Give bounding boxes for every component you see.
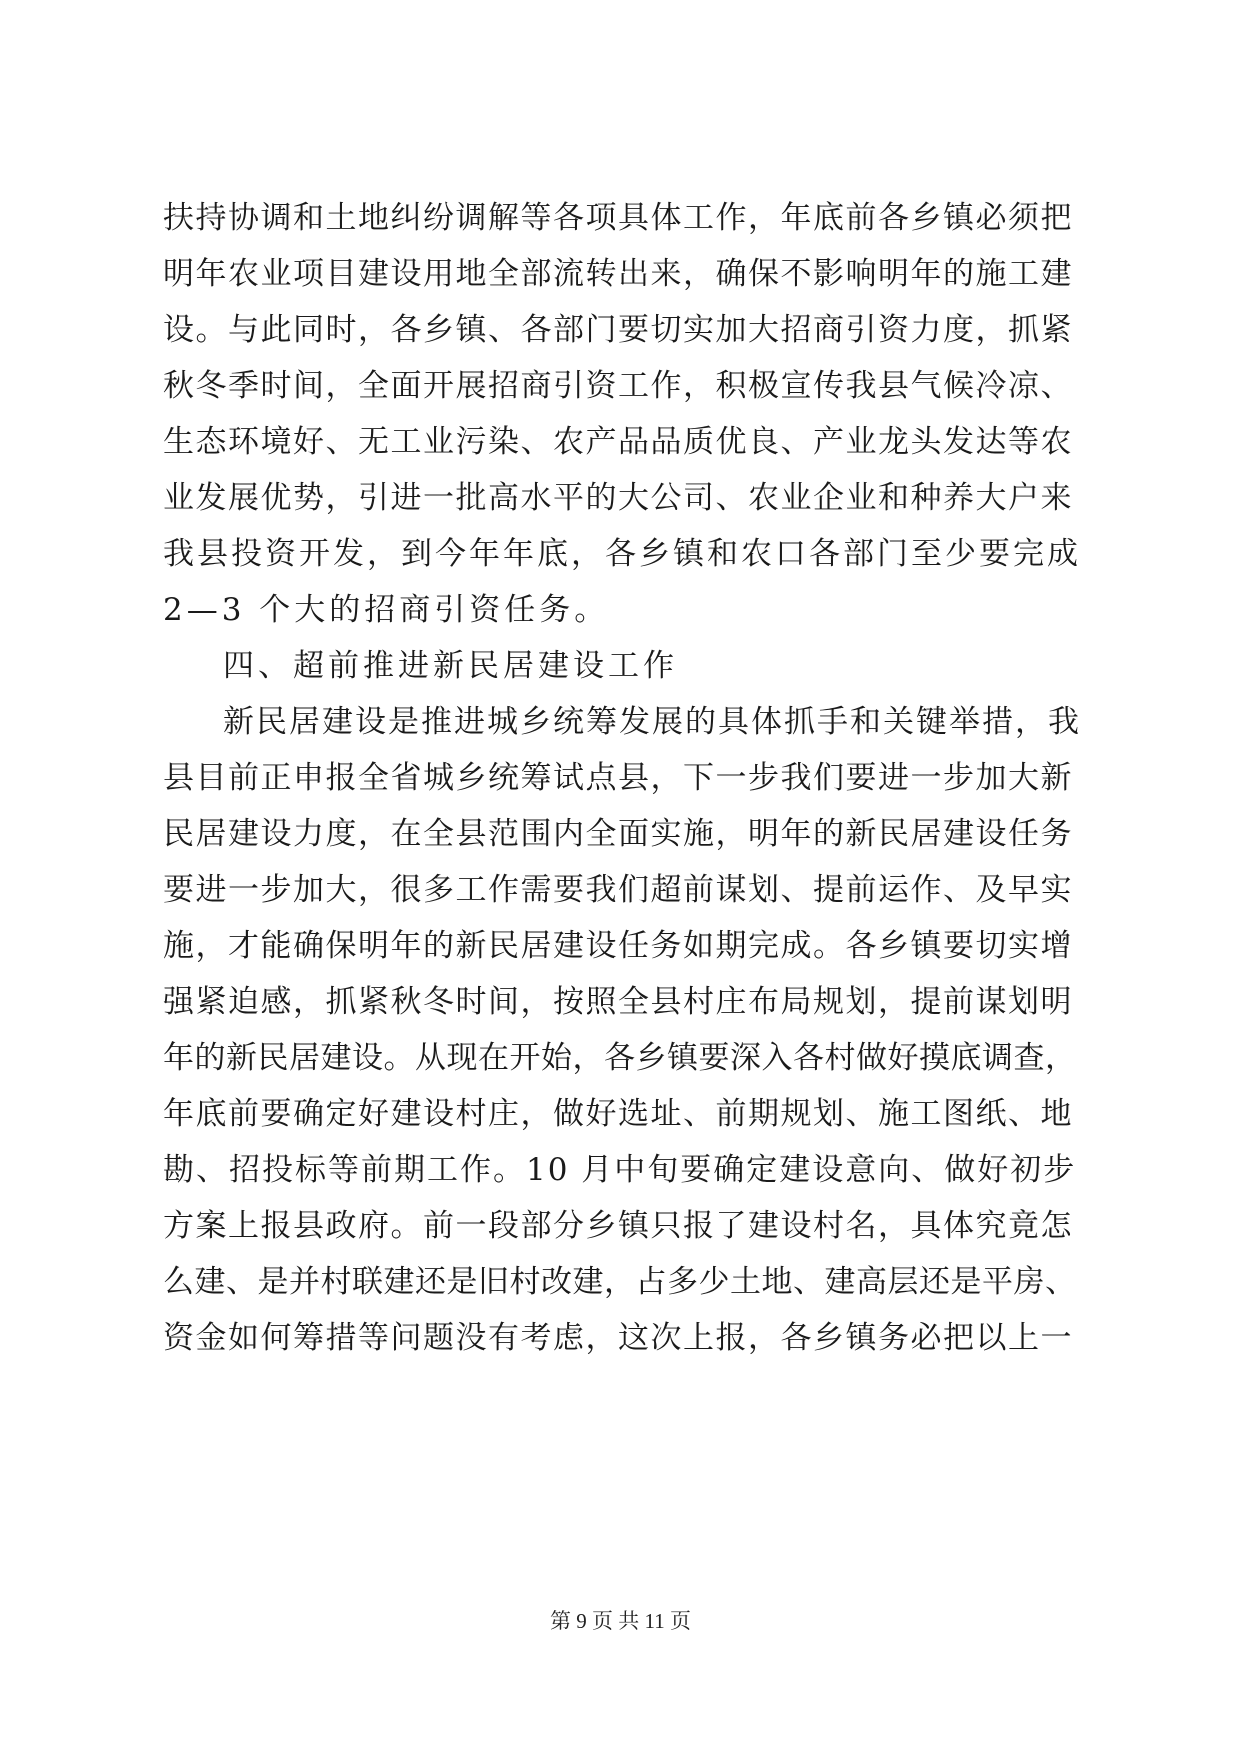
body-line: 强紧迫感，抓紧秋冬时间，按照全县村庄布局规划，提前谋划明: [163, 984, 1073, 1020]
body-line: 年底前要确定好建设村庄，做好选址、前期规划、施工图纸、地: [163, 1096, 1073, 1132]
body-line: 秋冬季时间，全面开展招商引资工作，积极宣传我县气候冷凉、: [163, 368, 1073, 404]
body-line: 资金如何筹措等问题没有考虑，这次上报，各乡镇务必把以上一: [163, 1320, 1073, 1356]
body-line: 业发展优势，引进一批高水平的大公司、农业企业和种养大户来: [163, 480, 1073, 516]
body-line: 设。与此同时，各乡镇、各部门要切实加大招商引资力度，抓紧: [163, 312, 1073, 348]
body-line: 县目前正申报全省城乡统筹试点县，下一步我们要进一步加大新: [163, 760, 1073, 796]
body-line: 新民居建设是推进城乡统筹发展的具体抓手和关键举措，我: [223, 704, 1081, 740]
body-line: 生态环境好、无工业污染、农产品品质优良、产业龙头发达等农: [163, 424, 1073, 460]
body-line: 要进一步加大，很多工作需要我们超前谋划、提前运作、及早实: [163, 872, 1073, 908]
body-line: 么建、是并村联建还是旧村改建，占多少土地、建高层还是平房、: [163, 1264, 1077, 1300]
body-line: 方案上报县政府。前一段部分乡镇只报了建设村名，具体究竟怎: [163, 1208, 1073, 1244]
page-number-footer: 第 9 页 共 11 页: [550, 1609, 691, 1633]
body-line: 勘、招投标等前期工作。10 月中旬要确定建设意向、做好初步: [163, 1152, 1077, 1188]
body-line: 扶持协调和土地纠纷调解等各项具体工作，年底前各乡镇必须把: [163, 200, 1073, 236]
body-line: 我县投资开发，到今年年底，各乡镇和农口各部门至少要完成: [163, 536, 1081, 572]
body-line: 明年农业项目建设用地全部流转出来，确保不影响明年的施工建: [163, 256, 1073, 292]
section-heading: 四、超前推进新民居建设工作: [223, 648, 678, 684]
body-line: 年的新民居建设。从现在开始，各乡镇要深入各村做好摸底调查，: [163, 1040, 1077, 1076]
body-line: 2—3 个大的招商引资任务。: [163, 592, 610, 628]
body-line: 施，才能确保明年的新民居建设任务如期完成。各乡镇要切实增: [163, 928, 1073, 964]
body-line: 民居建设力度，在全县范围内全面实施，明年的新民居建设任务: [163, 816, 1073, 852]
